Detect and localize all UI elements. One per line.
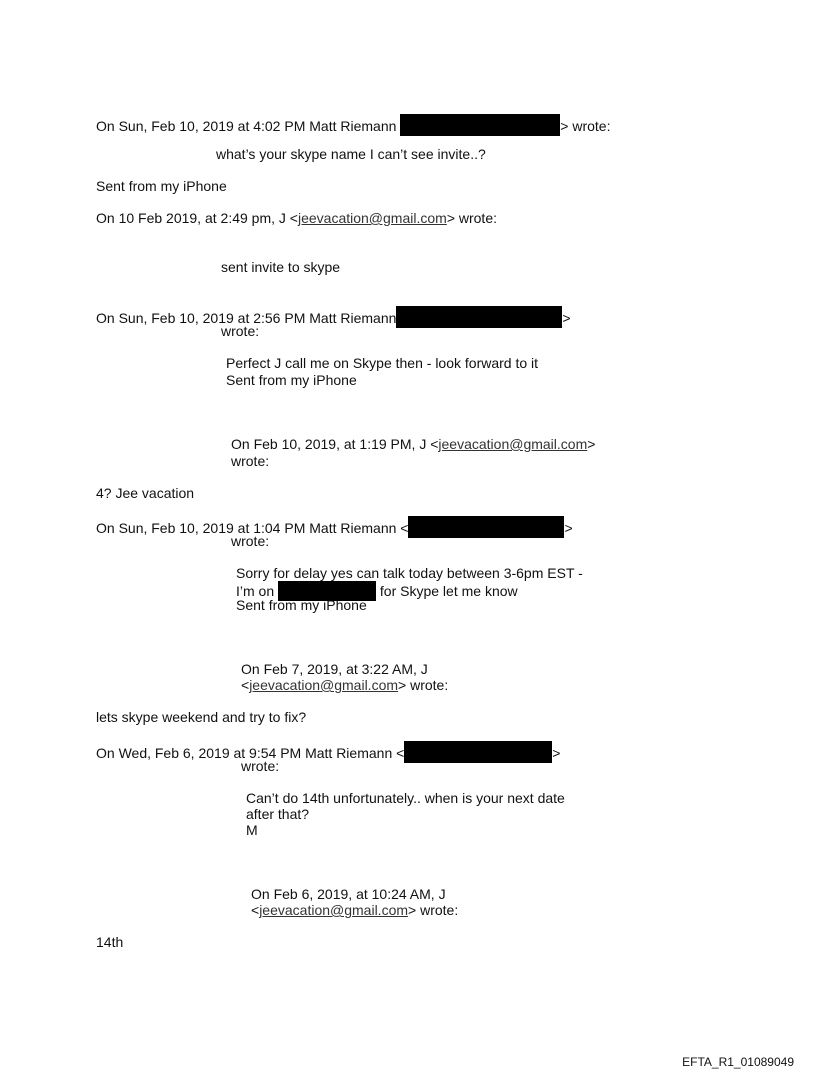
- header-text: <: [251, 902, 260, 918]
- header-text: >: [587, 436, 596, 452]
- header-text: > wrote:: [408, 902, 459, 918]
- message-body: Perfect J call me on Skype then - look forward to it: [226, 355, 539, 371]
- email-header: [96, 114, 611, 136]
- message-body: 4? Jee vacation: [96, 485, 195, 501]
- signature: Sent from my iPhone: [96, 178, 227, 194]
- header-continuation: wrote:: [221, 323, 260, 339]
- header-text: On Feb 10, 2019, at 1:19 PM, J <: [231, 436, 439, 452]
- header-text: > wrote:: [560, 118, 611, 134]
- email-link[interactable]: jeevacation@gmail.com: [259, 902, 409, 918]
- message-body: sent invite to skype: [221, 259, 341, 275]
- header-text: >: [552, 745, 561, 761]
- redaction-box: [396, 306, 562, 328]
- email-header: [96, 516, 573, 538]
- email-link[interactable]: jeevacation@gmail.com: [297, 210, 447, 226]
- redaction-box: [404, 741, 552, 763]
- email-link[interactable]: jeevacation@gmail.com: [438, 436, 588, 452]
- message-body: after that?: [246, 806, 310, 822]
- header-continuation: wrote:: [241, 758, 280, 774]
- header-text: On 10 Feb 2019, at 2:49 pm, J <: [96, 210, 298, 226]
- header-continuation: wrote:: [231, 453, 270, 469]
- body-text: I’m on: [236, 583, 275, 599]
- header-text: > wrote:: [446, 210, 498, 226]
- header-text: On Wed, Feb 6, 2019 at 9:54 PM Matt Riemann <: [96, 745, 405, 761]
- header-text: >: [562, 310, 571, 326]
- body-text: for Skype let me know: [379, 583, 518, 599]
- signature: Sent from my iPhone: [236, 597, 367, 613]
- header-text: On Sun, Feb 10, 2019 at 1:04 PM Matt Riemann <: [96, 520, 409, 536]
- message-body: Can’t do 14th unfortunately.. when is your next date: [246, 790, 565, 806]
- redaction-box: [400, 114, 560, 136]
- email-header: [96, 741, 560, 763]
- email-header: [231, 436, 595, 452]
- message-body: Sorry for delay yes can talk today between 3-6pm EST -: [236, 565, 583, 581]
- header-text: >: [564, 520, 573, 536]
- bates-number: EFTA_R1_01089049: [682, 1055, 794, 1069]
- redaction-box: [408, 516, 564, 538]
- signature: Sent from my iPhone: [226, 372, 357, 388]
- header-text: > wrote:: [398, 677, 449, 693]
- email-header: On Feb 7, 2019, at 3:22 AM, J: [241, 661, 428, 677]
- email-header: [96, 210, 497, 226]
- message-body: 14th: [96, 934, 124, 950]
- header-continuation: [241, 677, 448, 693]
- message-body: what’s your skype name I can’t see invite..?: [216, 146, 486, 162]
- header-text: On Sun, Feb 10, 2019 at 2:56 PM Matt Riemann: [96, 310, 397, 326]
- email-header: On Feb 6, 2019, at 10:24 AM, J: [251, 886, 446, 902]
- email-link[interactable]: jeevacation@gmail.com: [249, 677, 399, 693]
- email-header: [96, 306, 571, 328]
- header-continuation: wrote:: [231, 533, 270, 549]
- header-text: <: [241, 677, 250, 693]
- header-text: On Sun, Feb 10, 2019 at 4:02 PM Matt Riemann: [96, 118, 397, 134]
- message-body: lets skype weekend and try to fix?: [96, 709, 307, 725]
- header-continuation: [251, 902, 458, 918]
- signature: M: [246, 822, 258, 838]
